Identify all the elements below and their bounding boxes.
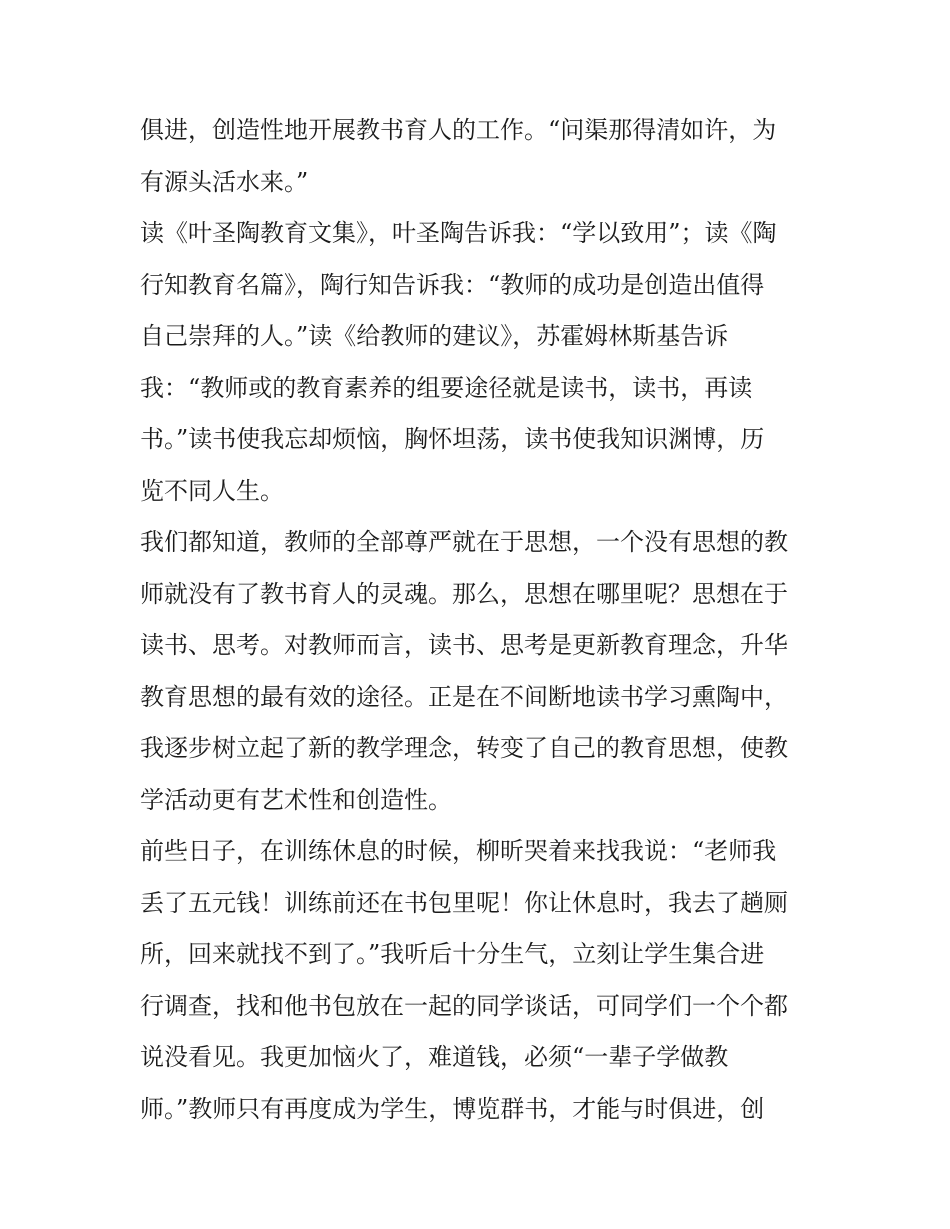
text-line-6: 我：“教师或的教育素养的组要途径就是读书，读书，再读 bbox=[140, 373, 753, 402]
text-line-18: 行调查，找和他书包放在一起的同学谈话，可同学们一个个都 bbox=[140, 991, 788, 1020]
text-line-5: 自己崇拜的人。”读《给教师的建议》，苏霍姆林斯基告诉 bbox=[140, 322, 729, 350]
text-line-12: 教育思想的最有效的途径。正是在不间断地读书学习熏陶中， bbox=[140, 682, 788, 711]
text-line-3: 读《叶圣陶教育文集》，叶圣陶告诉我：“学以致用”；读《陶 bbox=[140, 219, 777, 247]
text-line-4: 行知教育名篇》，陶行知告诉我：“教师的成功是创造出值得 bbox=[140, 270, 765, 299]
text-line-11: 读书、思考。对教师而言，读书、思考是更新教育理念，升华 bbox=[140, 631, 788, 659]
text-line-2: 有源头活水来。” bbox=[140, 167, 309, 196]
text-line-20: 师。”教师只有再度成为学生，博览群书，才能与时俱进，创 bbox=[140, 1094, 765, 1123]
text-line-14: 学活动更有艺术性和创造性。 bbox=[140, 785, 452, 814]
text-line-17: 所，回来就找不到了。”我听后十分生气，立刻让学生集合进 bbox=[140, 940, 765, 968]
text-line-8: 览不同人生。 bbox=[140, 476, 284, 505]
text-line-10: 师就没有了教书育人的灵魂。那么，思想在哪里呢？思想在于 bbox=[140, 579, 788, 608]
text-line-19: 说没看见。我更加恼火了，难道钱，必须“一辈子学做教 bbox=[140, 1043, 729, 1071]
text-line-15: 前些日子，在训练休息的时候，柳昕哭着来找我说：“老师我 bbox=[140, 837, 777, 865]
text-line-16: 丢了五元钱！训练前还在书包里呢！你让休息时，我去了趟厕 bbox=[140, 888, 788, 917]
text-line-13: 我逐步树立起了新的教学理念，转变了自己的教育思想，使教 bbox=[140, 734, 788, 762]
text-line-1: 俱进，创造性地开展教书育人的工作。“问渠那得清如许，为 bbox=[140, 116, 777, 144]
text-line-9: 我们都知道，教师的全部尊严就在于思想，一个没有思想的教 bbox=[140, 528, 788, 556]
text-line-7: 书。”读书使我忘却烦恼，胸怀坦荡，读书使我知识渊博，历 bbox=[140, 425, 765, 453]
body-text bbox=[140, 105, 820, 1135]
